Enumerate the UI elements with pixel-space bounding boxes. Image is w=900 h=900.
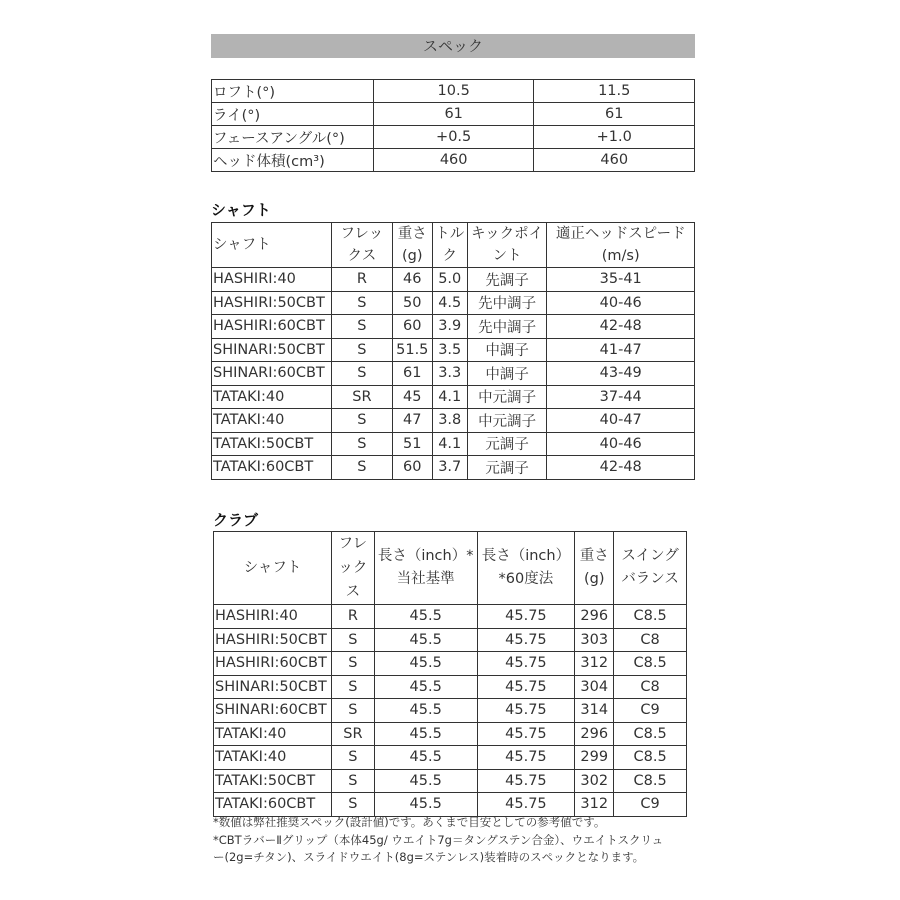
club-swing-balance: C8.5 (614, 605, 687, 629)
shaft-header-torque-1: トル (432, 223, 467, 246)
shaft-name: TATAKI:40 (212, 409, 332, 433)
club-length-60deg: 45.75 (477, 675, 575, 699)
club-header-length-2-line-1: 長さ（inch） (481, 548, 571, 564)
club-weight: 296 (575, 722, 614, 746)
club-shaft-name: TATAKI:50CBT (214, 769, 332, 793)
club-weight: 302 (575, 769, 614, 793)
shaft-weight: 60 (392, 456, 432, 480)
club-shaft-name: TATAKI:40 (214, 746, 332, 770)
club-flex: S (331, 675, 374, 699)
club-flex: S (331, 628, 374, 652)
shaft-header-hs-1: 適正ヘッドスピード (547, 223, 695, 246)
club-header-length-2-line-2: *60度法 (498, 571, 554, 587)
club-weight: 299 (575, 746, 614, 770)
table-row (212, 291, 695, 315)
spec-value-a: 460 (373, 149, 534, 172)
shaft-name: HASHIRI:60CBT (212, 315, 332, 339)
shaft-name: SHINARI:50CBT (212, 338, 332, 362)
table-row (212, 338, 695, 362)
club-swing-balance: C8.5 (614, 769, 687, 793)
spec-value-a: 10.5 (373, 80, 534, 103)
table-row (212, 362, 695, 386)
club-flex: S (331, 793, 374, 817)
spec-value-b: 11.5 (534, 80, 695, 103)
table-row (214, 605, 687, 629)
shaft-flex: S (331, 338, 392, 362)
notes (213, 814, 713, 867)
club-shaft-name: SHINARI:50CBT (214, 675, 332, 699)
shaft-flex: SR (331, 385, 392, 409)
club-weight: 303 (575, 628, 614, 652)
shaft-torque: 3.7 (432, 456, 467, 480)
club-swing-balance: C8 (614, 628, 687, 652)
club-length-standard: 45.5 (374, 628, 477, 652)
shaft-head-speed: 37-44 (547, 385, 695, 409)
club-length-60deg: 45.75 (477, 628, 575, 652)
spec-label: ロフト(°) (212, 80, 374, 103)
club-weight: 314 (575, 699, 614, 723)
club-header-flex-2: ック (331, 556, 374, 580)
shaft-torque: 3.5 (432, 338, 467, 362)
club-header-swing-line-2: バランス (621, 571, 679, 587)
club-length-standard: 45.5 (374, 675, 477, 699)
spec-label: ヘッド体積(cm³) (212, 149, 374, 172)
shaft-header-kick-2: ント (467, 245, 547, 268)
club-length-60deg: 45.75 (477, 722, 575, 746)
shaft-torque: 3.8 (432, 409, 467, 433)
shaft-kick-point: 先調子 (467, 268, 547, 292)
spec-value-b: +1.0 (534, 126, 695, 149)
shaft-kick-point: 元調子 (467, 432, 547, 456)
club-swing-balance: C8.5 (614, 746, 687, 770)
shaft-torque: 4.1 (432, 385, 467, 409)
table-row (212, 268, 695, 292)
club-header-swing (614, 532, 687, 605)
note-1: *数値は弊社推奨スペック(設計値)です。あくまで目安としての参考値です。 (213, 815, 606, 829)
table-row (214, 652, 687, 676)
club-length-standard: 45.5 (374, 605, 477, 629)
club-length-standard: 45.5 (374, 722, 477, 746)
table-row (212, 126, 695, 149)
club-swing-balance: C9 (614, 793, 687, 817)
club-header-weight (575, 532, 614, 605)
club-header-length-2 (477, 532, 575, 605)
club-flex: R (331, 605, 374, 629)
shaft-head-speed: 43-49 (547, 362, 695, 386)
shaft-header-weight-1: 重さ (392, 223, 432, 246)
spec-value-b: 61 (534, 103, 695, 126)
shaft-name: TATAKI:50CBT (212, 432, 332, 456)
shaft-header-flex-1: フレッ (331, 223, 392, 246)
shaft-flex: S (331, 291, 392, 315)
shaft-torque: 4.5 (432, 291, 467, 315)
shaft-header-kick-1: キックポイ (467, 223, 547, 246)
table-row (212, 456, 695, 480)
club-flex: S (331, 652, 374, 676)
club-shaft-name: HASHIRI:50CBT (214, 628, 332, 652)
shaft-flex: S (331, 362, 392, 386)
shaft-weight: 46 (392, 268, 432, 292)
club-header-row (214, 532, 687, 557)
shaft-flex: S (331, 456, 392, 480)
club-header-length-1 (374, 532, 477, 605)
spec-banner: スペック (211, 34, 695, 58)
table-row (214, 628, 687, 652)
shaft-name: HASHIRI:50CBT (212, 291, 332, 315)
shaft-head-speed: 42-48 (547, 315, 695, 339)
club-shaft-name: TATAKI:60CBT (214, 793, 332, 817)
shaft-weight: 45 (392, 385, 432, 409)
shaft-torque: 4.1 (432, 432, 467, 456)
note-2: *CBTラバーⅡグリップ（本体45g/ ウエイト7g＝タングステン合金）、ウエイトスクリュ (213, 832, 664, 847)
shaft-kick-point: 先中調子 (467, 315, 547, 339)
club-header-name: シャフト (214, 532, 332, 605)
table-row (214, 675, 687, 699)
club-shaft-name: TATAKI:40 (214, 722, 332, 746)
table-row (214, 722, 687, 746)
shaft-header-name: シャフト (212, 223, 332, 268)
shaft-header-torque-2: ク (432, 245, 467, 268)
club-swing-balance: C8 (614, 675, 687, 699)
shaft-torque: 3.9 (432, 315, 467, 339)
spec-value-b: 460 (534, 149, 695, 172)
club-header-flex-1: フレ (331, 532, 374, 557)
shaft-torque: 5.0 (432, 268, 467, 292)
club-header-length-1-line-2: 当社基準 (396, 571, 455, 587)
shaft-weight: 47 (392, 409, 432, 433)
table-row (212, 149, 695, 172)
shaft-header-weight-2: (g) (392, 245, 432, 268)
club-length-standard: 45.5 (374, 769, 477, 793)
note-3: ー(2g=チタン)、スライドウエイト(8g=ステンレス)装着時のスペックとなります。 (213, 850, 645, 864)
club-length-standard: 45.5 (374, 746, 477, 770)
club-length-standard: 45.5 (374, 699, 477, 723)
shaft-header-row (212, 223, 695, 246)
shaft-flex: S (331, 409, 392, 433)
table-row (212, 432, 695, 456)
shaft-kick-point: 中調子 (467, 362, 547, 386)
shaft-name: TATAKI:40 (212, 385, 332, 409)
shaft-torque: 3.3 (432, 362, 467, 386)
club-swing-balance: C8.5 (614, 652, 687, 676)
club-flex: S (331, 746, 374, 770)
shaft-weight: 60 (392, 315, 432, 339)
club-table (213, 531, 687, 817)
club-header-length-1-line-1: 長さ（inch）* (377, 548, 474, 564)
club-flex: S (331, 769, 374, 793)
club-swing-balance: C8.5 (614, 722, 687, 746)
club-weight: 296 (575, 605, 614, 629)
club-shaft-name: SHINARI:60CBT (214, 699, 332, 723)
club-header-weight-line-1: 重さ (579, 548, 609, 564)
shaft-kick-point: 元調子 (467, 456, 547, 480)
spec-label: フェースアングル(°) (212, 126, 374, 149)
club-header-swing-line-1: スイング (621, 548, 679, 564)
shaft-section-title: シャフト (211, 201, 271, 219)
spec-value-a: +0.5 (373, 126, 534, 149)
club-length-standard: 45.5 (374, 652, 477, 676)
spec-label: ライ(°) (212, 103, 374, 126)
table-row (214, 699, 687, 723)
club-header-weight-line-2: (g) (583, 571, 605, 587)
shaft-weight: 51 (392, 432, 432, 456)
table-row (212, 409, 695, 433)
club-shaft-name: HASHIRI:40 (214, 605, 332, 629)
table-row (214, 769, 687, 793)
shaft-kick-point: 中調子 (467, 338, 547, 362)
table-row (212, 103, 695, 126)
shaft-head-speed: 40-47 (547, 409, 695, 433)
club-length-60deg: 45.75 (477, 652, 575, 676)
shaft-name: HASHIRI:40 (212, 268, 332, 292)
table-row (212, 315, 695, 339)
shaft-head-speed: 41-47 (547, 338, 695, 362)
shaft-head-speed: 40-46 (547, 291, 695, 315)
shaft-kick-point: 先中調子 (467, 291, 547, 315)
shaft-name: SHINARI:60CBT (212, 362, 332, 386)
shaft-weight: 50 (392, 291, 432, 315)
shaft-table (211, 222, 695, 480)
club-shaft-name: HASHIRI:60CBT (214, 652, 332, 676)
shaft-header-flex-2: クス (331, 245, 392, 268)
club-length-60deg: 45.75 (477, 769, 575, 793)
shaft-head-speed: 40-46 (547, 432, 695, 456)
shaft-header-hs-2: (m/s) (547, 245, 695, 268)
shaft-kick-point: 中元調子 (467, 385, 547, 409)
table-row (214, 793, 687, 817)
shaft-weight: 61 (392, 362, 432, 386)
club-length-60deg: 45.75 (477, 793, 575, 817)
club-weight: 304 (575, 675, 614, 699)
club-length-standard: 45.5 (374, 793, 477, 817)
shaft-flex: S (331, 432, 392, 456)
shaft-weight: 51.5 (392, 338, 432, 362)
club-swing-balance: C9 (614, 699, 687, 723)
spec-table (211, 79, 695, 172)
club-header-flex-3: ス (331, 580, 374, 605)
club-section-title: クラブ (213, 511, 259, 529)
club-flex: S (331, 699, 374, 723)
table-row (214, 746, 687, 770)
shaft-name: TATAKI:60CBT (212, 456, 332, 480)
club-length-60deg: 45.75 (477, 605, 575, 629)
shaft-kick-point: 中元調子 (467, 409, 547, 433)
shaft-flex: S (331, 315, 392, 339)
table-row (212, 385, 695, 409)
spec-value-a: 61 (373, 103, 534, 126)
table-row (212, 80, 695, 103)
club-weight: 312 (575, 652, 614, 676)
club-flex: SR (331, 722, 374, 746)
club-length-60deg: 45.75 (477, 699, 575, 723)
club-weight: 312 (575, 793, 614, 817)
shaft-flex: R (331, 268, 392, 292)
shaft-head-speed: 42-48 (547, 456, 695, 480)
shaft-head-speed: 35-41 (547, 268, 695, 292)
club-length-60deg: 45.75 (477, 746, 575, 770)
